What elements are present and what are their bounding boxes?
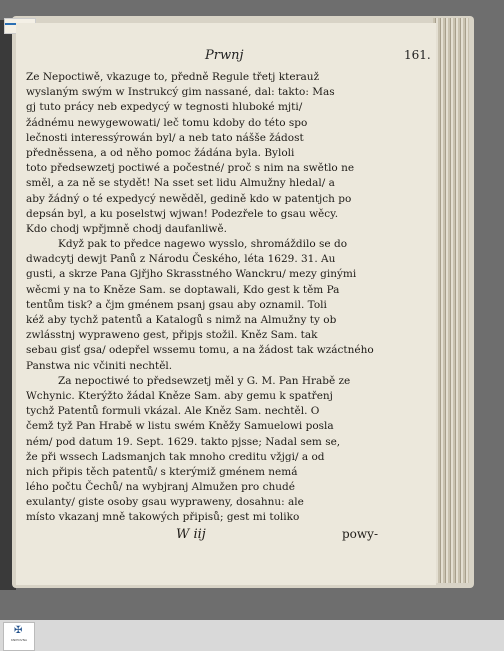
page-number: 161. xyxy=(404,48,431,62)
text-line: tentům tisk? a čjm gménem psanj gsau aby oznamil. Toli xyxy=(26,298,327,311)
text-line: depsán byl, a ku poselstwj wjwan! Podezřele to gsau wěcy. xyxy=(26,207,339,220)
page-footer xyxy=(26,527,430,545)
page-edges xyxy=(433,18,469,583)
text-line: sebau gisť gsa/ odepřel wssemu tomu, a na žádost tak wzáctného xyxy=(26,344,374,357)
text-line: Panstwa nic včiniti nechtěl. xyxy=(26,359,173,372)
catchword: powy- xyxy=(342,526,379,541)
library-logo[interactable] xyxy=(3,622,35,651)
text-line: Wchynic. Kterýžto žádal Kněze Sam. aby gemu k spatřenj xyxy=(26,389,333,402)
text-line: wěcmi y na to Kněze Sam. se doptawali, Kdo gest k těm Pa xyxy=(26,283,340,296)
text-line: aby žádný o té expedycý newěděl, gedině kdo w patentjch po xyxy=(26,192,352,205)
text-line: wyslaným swým w Instrukcý gim nassané, dal: takto: Mas xyxy=(26,86,335,99)
text-line: Ze Nepoctiwě, vkazuge to, předně Regule třetj kterauž xyxy=(26,71,320,83)
page-header xyxy=(0,48,504,68)
text-line: exulanty/ giste osoby gsau wypraweny, dosahnu: ale xyxy=(26,496,304,509)
text-line: žádnému newygewowati/ leč tomu kdoby do této spo xyxy=(26,116,308,129)
text-line: směl, a za ně se stydět! Na sset set lidu Almužny hledal/ a xyxy=(26,177,335,190)
library-emblem-icon: ✠ xyxy=(14,625,23,636)
body-text xyxy=(26,70,430,545)
text-line: gusti, a skrze Pana Gjřjho Skrasstného Wanckru/ mezy ginými xyxy=(26,268,357,281)
text-line: místo vkazanj mně takowých připisů; gest mi toliko xyxy=(26,511,300,524)
text-line: ném/ pod datum 19. Sept. 1629. takto pjsse; Nadal sem se, xyxy=(26,435,341,448)
text-line: toto předsewzetj poctiwé a počestné/ proč s nim na swětlo ne xyxy=(26,162,355,175)
running-head: Prwnj xyxy=(205,48,244,63)
text-line: čemž tyž Pan Hrabě w listu swém Kněžy Samuelowi posla xyxy=(26,420,334,433)
viewer-footer xyxy=(0,620,504,651)
text-line: tychž Patentů formuli vkázal. Ale Kněz Sam. nechtěl. O xyxy=(26,405,320,418)
text-line: Kdo chodj wpřjmně chodj daufanliwě. xyxy=(26,222,227,235)
text-line: zwlásstnj wypraweno gest, připjs stožil. Kněz Sam. tak xyxy=(26,329,318,342)
text-line: dwadcytj dewjt Panů z Národu Českého, léta 1629. 31. Au xyxy=(26,253,336,266)
text-line: kéž aby tychž patentů a Katalogů s nimž na Almužny ty ob xyxy=(26,314,337,326)
text-line: nich připis těch patentů/ s kterýmiž gménem nemá xyxy=(26,465,298,478)
text-line: gj tuto prácy neb expedycý w tegnosti hluboké mjti/ xyxy=(26,101,303,114)
text-line: Když pak to předce nagewo wysslo, shromáždilo se do xyxy=(58,238,348,251)
library-logo-text: KNIHOVNA xyxy=(10,638,27,642)
text-line: lečnosti interessýrowán byl/ a neb tato nášše žádost xyxy=(26,131,304,144)
text-line: že při wssech Ladsmanjch tak mnoho creditu vžjgi/ a od xyxy=(26,450,325,463)
signature-mark: W iij xyxy=(176,526,206,542)
text-line: Za nepoctiwé to předsewzetj měl y G. M. Pan Hrabě ze xyxy=(58,374,351,387)
text-line: lého počtu Čechů/ na wybjranj Almužen pro chudé xyxy=(26,481,295,494)
text-line: předněssena, a od něho pomoc žádána byla. Byloli xyxy=(26,146,295,159)
